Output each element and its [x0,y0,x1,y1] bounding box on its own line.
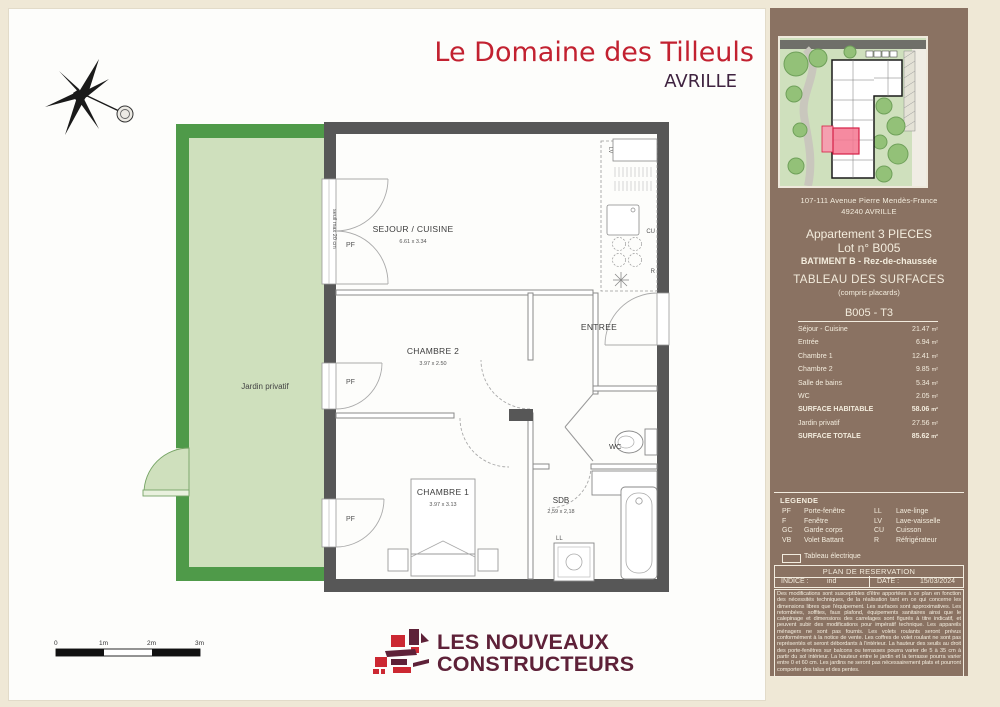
scale-0: 0 [54,640,58,647]
legend-abbr: VB [782,536,792,544]
garden-label: Jardin privatif [241,382,289,391]
row-value: 85.62 m² [911,433,938,441]
table-row [770,418,968,431]
room-dims-sdb: 2,59 x 2,18 [547,509,575,515]
room-dims-sejour: 6.61 x 3.34 [399,239,427,245]
surface-table [770,324,968,445]
highlight-terrace [822,126,833,152]
legend-label: Lave-vaisselle [896,517,941,525]
floor-plan-drawing [9,9,765,700]
row-label: WC [798,392,810,400]
scale-bar [54,640,204,656]
legend-electrical-label: Tableau électrique [804,553,861,560]
legend-abbr: R [874,536,880,544]
unit-code: B005 - T3 [844,307,894,319]
legend-abbr: F [782,517,787,525]
reservation-title: PLAN DE RESERVATION [774,565,964,578]
site-plan-map [778,36,928,188]
kitchen-sink [607,205,639,235]
room-dims-chambre1: 3.97 x 3.13 [429,502,457,508]
row-value: 2.05 m² [915,392,938,400]
kitchen-strip [601,139,657,291]
private-garden [143,124,333,581]
room-label-sejour: SEJOUR / CUISINE [372,224,454,234]
cooktop-label: CU [646,229,655,235]
room-label-chambre1: CHAMBRE 1 [416,487,470,497]
building-floor: BATIMENT B - Rez-de-chaussée [800,256,938,266]
surfaces-subtitle: (compris placards) [838,288,900,297]
highlighted-unit [833,128,859,154]
legend-title: LEGENDE [780,496,819,505]
row-value: 21.47 m² [912,326,938,333]
garden-gate-leaf [143,490,189,496]
legend-abbr: LV [874,517,883,525]
dishwasher-label: LV [607,147,613,154]
row-label: Chambre 1 [798,352,833,360]
divider [774,492,964,493]
scale-2m: 2m [147,640,157,647]
indice-value: ind [827,578,837,585]
apartment-type: Appartement 3 PIECES [805,227,933,241]
compass-rose-icon [45,59,133,135]
scale-3m: 3m [195,640,205,647]
pf-label-sejour: PF [346,242,355,249]
table-row [770,351,968,364]
room-dims-chambre2: 3.97 x 2.50 [419,361,447,367]
logo-text-line1: LES NOUVEAUX [437,630,610,654]
pf-label-chambre2: PF [346,379,355,386]
legend-abbr: LL [874,508,882,515]
row-value: 58.06 m² [911,406,938,414]
info-sidebar [770,8,968,676]
row-value: 9.85 m² [915,366,938,374]
legend-label: Réfrigérateur [896,536,937,544]
scale-1m: 1m [99,640,109,647]
indice-label: INDICE : [781,578,809,585]
indice-date-row [774,576,964,588]
address-line1: 107-111 Avenue Pierre Mendès-France [800,196,938,205]
table-row [770,324,968,337]
garden-gate-swing [144,448,189,493]
surfaces-title: TABLEAU DES SURFACES [793,274,945,286]
row-value: 27.56 m² [912,419,938,427]
row-label: Jardin privatif [798,419,840,427]
legend-label: Fenêtre [804,517,829,525]
seuil-annotation: seuil max 20 cm [331,209,337,249]
row-label: Entrée [798,339,819,347]
drawing-sheet [8,8,766,701]
bathroom-fixtures [554,471,657,581]
table-row [770,391,968,404]
table-row-surface-habitable [770,404,968,417]
row-label: Chambre 2 [798,366,833,374]
table-row [770,378,968,391]
table-row [770,337,968,350]
fridge-symbol [613,272,629,288]
row-label: SURFACE HABITABLE [798,406,874,414]
washing-machine [554,543,594,581]
indice-cell [775,576,870,587]
lnc-logo-icon [371,627,433,677]
room-label-chambre2: CHAMBRE 2 [406,346,460,356]
project-title: Le Domaine des Tilleuls [434,37,754,68]
room-label-wc: WC [609,442,622,451]
site-plan-graphic [780,38,926,186]
interior-walls [336,290,657,579]
divider [798,321,938,322]
disclaimer-text: Des modifications sont susceptibles d'être apportées à ce plan en fonction des nécessités techniques, de la réalisation tant en ce qui concerne les dimensions libres que l'équipement. Les surfaces sont approximatives. Les retombées, soffites, faux plafond, équipements sanitaires ainsi que le calepinage et dimensions des carrelages sont figurés à titre indicatif, et peuvent subir des modifications pour impératif technique. Les appareils ménagers ne sont pas fournis. Les volets roulants seront prévus conformément à la notice de vente. Les coffres de volet roulant ne sont pas représentés et seront débordants à l'intérieur. La hauteur des seuils au droit des porte-fenêtres sur balcons ou terrasses pourra varier de 5 à 35 cm à partir du sol intérieur. La hauteur entre le jardin et la terrasse pourra varier entre 0 et 60 cm. Les jardins ne seront pas nécessairement plats et pourront comporter des talus et des pentes. [774,589,964,677]
row-label: Séjour - Cuisine [798,326,848,333]
legend-abbr: PF [782,508,791,515]
table-row [770,364,968,377]
date-value: 15/03/2024 [919,578,955,585]
table-row-surface-totale [770,431,968,444]
logo-text-line2: CONSTRUCTEURS [437,652,635,676]
cooktop-burners [613,238,642,267]
legend-abbr: CU [874,527,885,534]
legend-label: Porte-fenêtre [804,508,845,515]
room-labels [373,224,623,515]
electrical-panel-icon [782,554,801,563]
driveway-hatch [904,51,915,131]
room-label-entree: ENTREE [580,322,618,332]
legend-label: Lave-linge [896,508,929,515]
fridge-label: R [650,269,655,275]
legend-label: Garde corps [804,527,843,534]
row-value: 5.34 m² [915,379,938,387]
electrical-panel-icon [509,409,533,421]
pf-label-chambre1: PF [346,516,355,523]
exterior-walls [324,122,669,592]
wc-closet-doors [565,394,593,461]
washer-label: LL [556,536,563,542]
project-city: AVRILLE [664,71,737,92]
legend-label: Cuisson [896,527,922,534]
row-label: SURFACE TOTALE [798,433,861,441]
lot-number: Lot n° B005 [837,241,901,255]
row-value: 12.41 m² [912,352,938,360]
legend-abbr: GC [782,527,793,534]
legend-label: Volet Battant [804,536,844,544]
row-value: 6.94 m² [915,339,938,347]
address-line2: 49240 AVRILLE [841,207,897,216]
room-label-sdb: SDB [552,496,570,505]
date-label: DATE : [877,578,900,585]
row-label: Salle de bains [798,379,842,387]
